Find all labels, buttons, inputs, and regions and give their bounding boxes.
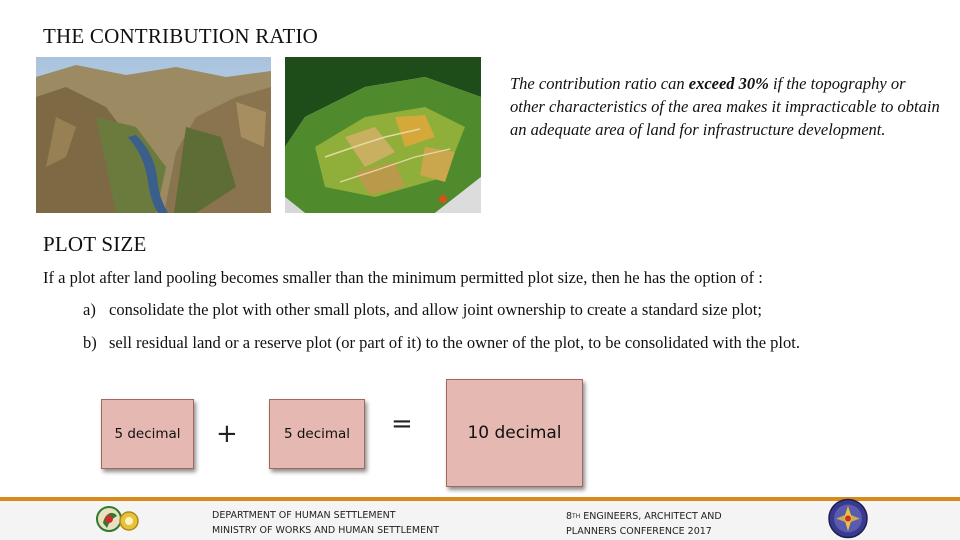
contribution-ratio-note [510,72,940,141]
option-a [83,300,762,320]
result-box: 10 decimal [446,379,583,487]
conference-name [566,509,722,539]
department-line: DEPARTMENT OF HUMAN SETTLEMENT [212,510,396,521]
option-text: sell residual land or a reserve plot (or part of it) to the owner of the plot, to be consolidated with the plot. [109,333,800,352]
plot-box-1: 5 decimal [101,399,194,469]
option-text: consolidate the plot with other small plots, and allow joint ownership to create a standard size plot; [109,300,762,319]
conference-line-2: PLANNERS CONFERENCE 2017 [566,526,712,537]
department-name [212,508,439,538]
footer-accent-line [0,497,960,501]
plot-box-2: 5 decimal [269,399,365,469]
option-label: a) [83,300,96,319]
option-label: b) [83,333,97,352]
quote-emphasis: exceed 30% [688,74,769,93]
quote-text-end: if the topography or other characteristics of the area makes it impracticable to obtain an adequate area of land for infrastructure development. [510,74,940,139]
plus-sign: + [216,419,238,449]
slide-title: THE CONTRIBUTION RATIO [43,24,319,48]
ministry-logo-icon [93,498,141,540]
conference-line-1 [566,509,722,524]
3d-terrain-model-render [285,57,481,213]
conference-ordinal: 8 [566,511,573,522]
intro-paragraph: If a plot after land pooling becomes smaller than the minimum permitted plot size, then he has the option of : [43,268,763,287]
footer-bar [0,497,960,540]
conference-emblem-icon [826,497,870,540]
valley-landscape-photo [36,57,271,213]
option-b [83,333,800,353]
equals-sign: = [391,409,413,439]
section-title: PLOT SIZE [43,232,147,256]
quote-text-start: The contribution ratio can [510,74,689,93]
ministry-line: MINISTRY OF WORKS AND HUMAN SETTLEMENT [212,525,440,536]
conference-ordinal-suffix: TH [572,513,581,520]
conference-title: ENGINEERS, ARCHITECT AND [580,511,722,522]
